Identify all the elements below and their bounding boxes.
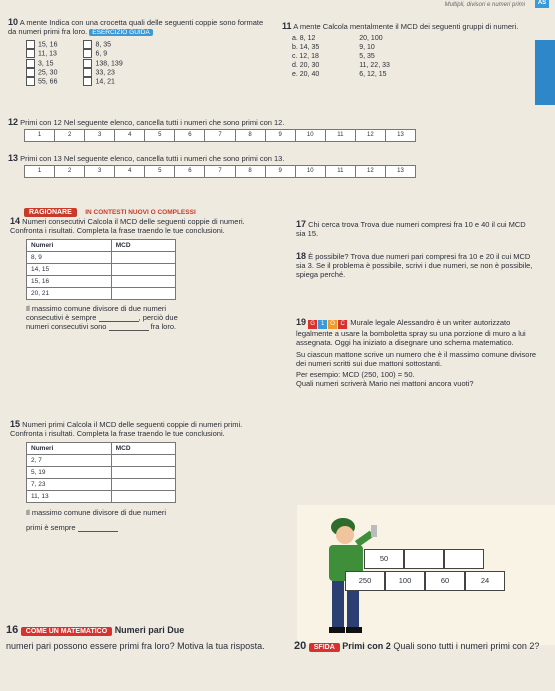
number-cell[interactable]: 10 <box>296 130 326 141</box>
answer-blank[interactable] <box>78 523 118 532</box>
competence-icon: G <box>308 320 317 329</box>
exercise-13 <box>8 154 418 178</box>
number-cell[interactable]: 11 <box>326 166 356 177</box>
brick: 250 <box>345 571 385 591</box>
checkbox[interactable] <box>26 49 35 58</box>
exercise-text: Numeri primi Calcola il MCD delle seguenti coppie di numeri primi. Confronta i risultati. Completa la frase traendo le tue conclusioni. <box>10 420 243 438</box>
number-cell[interactable]: 4 <box>115 130 145 141</box>
running-title: Multipli, divisori e numeri primi <box>444 2 525 8</box>
conclusion-line: numeri consecutivi sono <box>26 322 107 331</box>
checkbox[interactable] <box>26 68 35 77</box>
option-row <box>83 40 122 49</box>
option-label: 25, 30 <box>38 69 58 77</box>
checkbox[interactable] <box>26 40 35 49</box>
exercise-number: 10 <box>8 17 19 27</box>
number-group: d. 20, 30 <box>292 62 320 69</box>
table-row <box>27 252 176 264</box>
checkbox[interactable] <box>83 40 92 49</box>
exercise-15 <box>10 420 260 532</box>
number-strip <box>24 165 416 178</box>
option-row <box>26 49 57 58</box>
groups-right <box>359 34 390 79</box>
brick: 100 <box>385 571 425 591</box>
empty-brick[interactable] <box>444 549 484 569</box>
exercise-number: 18 <box>296 251 307 261</box>
option-row <box>83 49 122 58</box>
section-title: IN CONTESTI NUOVI O COMPLESSI <box>85 209 196 216</box>
table-row <box>27 276 176 288</box>
mcd-answer-cell[interactable] <box>111 288 175 300</box>
checkbox[interactable] <box>83 49 92 58</box>
option-label: 6, 9 <box>95 50 108 58</box>
number-cell[interactable]: 9 <box>266 166 296 177</box>
option-row <box>83 77 122 86</box>
numbers-cell: 11, 13 <box>27 491 112 503</box>
number-cell[interactable]: 5 <box>145 166 175 177</box>
exercise-14 <box>10 217 260 331</box>
number-cell[interactable]: 12 <box>356 130 386 141</box>
exercise-text: Primi con 12 Nel seguente elenco, cancella tutti i numeri che sono primi con 12. <box>20 118 285 127</box>
exercise-number: 17 <box>296 219 307 229</box>
exercise-20 <box>294 640 554 654</box>
exercise-text: A mente Indica con una crocetta quali delle seguenti coppie sono formate da numeri primi fra loro. <box>8 18 264 36</box>
mcd-answer-cell[interactable] <box>111 264 175 276</box>
exercise-tag: COME UN MATEMATICO <box>21 627 112 636</box>
option-row <box>83 59 122 68</box>
number-cell[interactable]: 7 <box>205 130 235 141</box>
conclusion-line: , perciò due <box>138 313 178 322</box>
option-row <box>26 68 57 77</box>
option-row <box>26 77 57 86</box>
exercise-11 <box>282 22 522 79</box>
option-row <box>26 59 57 68</box>
exercise-text: È possibile? Trova due numeri pari compresi fra 10 e 20 il cui MCD sia 3. Se il problema è possibile, scrivi i due numeri, se non è possibile, spiega perché. <box>296 252 533 279</box>
exercise-question: Quali numeri scriverà Mario nei mattoni ancora vuoti? <box>296 379 474 388</box>
table-row <box>27 288 176 300</box>
mcd-answer-cell[interactable] <box>111 467 175 479</box>
mcd-answer-cell[interactable] <box>111 491 175 503</box>
checkbox[interactable] <box>83 77 92 86</box>
numbers-cell: 8, 9 <box>27 252 112 264</box>
number-group: 6, 12, 15 <box>359 71 387 78</box>
table-row <box>27 467 176 479</box>
exercise-text: Quali sono tutti i numeri primi con 2? <box>393 641 540 651</box>
exercise-text: Numeri consecutivi Calcola il MCD delle seguenti coppie di numeri. Confronta i risultati. Completa la frase traendo le tue conclusioni. <box>10 217 245 235</box>
number-cell[interactable]: 4 <box>115 166 145 177</box>
exercise-number: 13 <box>8 153 19 163</box>
exercise-19 <box>296 318 546 388</box>
number-cell[interactable]: 7 <box>205 166 235 177</box>
number-group: c. 12, 18 <box>292 53 319 60</box>
table-row <box>27 264 176 276</box>
table-row <box>27 479 176 491</box>
exercise-title: Numeri pari Due <box>114 625 185 635</box>
number-cell[interactable]: 10 <box>296 166 326 177</box>
answer-blank[interactable] <box>99 313 139 322</box>
checkbox[interactable] <box>26 77 35 86</box>
number-cell[interactable]: 3 <box>85 130 115 141</box>
option-row <box>26 40 57 49</box>
exercise-12 <box>8 118 418 142</box>
side-tab <box>535 40 555 105</box>
mcd-answer-cell[interactable] <box>111 276 175 288</box>
number-cell[interactable]: 13 <box>397 168 404 174</box>
competence-icon: O <box>328 320 337 329</box>
conclusion-line: fra loro. <box>150 322 177 331</box>
options-left <box>26 40 57 87</box>
number-group: 9, 10 <box>359 44 375 51</box>
option-label: 3, 15 <box>38 60 54 68</box>
number-cell[interactable]: 8 <box>236 166 266 177</box>
numbers-cell: 15, 16 <box>27 276 112 288</box>
mcd-table <box>26 442 176 503</box>
checkbox[interactable] <box>26 59 35 68</box>
exercise-number: 15 <box>10 419 21 429</box>
number-cell[interactable]: 8 <box>236 130 266 141</box>
number-group: 20, 100 <box>359 35 383 42</box>
number-cell[interactable]: 3 <box>85 166 115 177</box>
number-group: a. 8, 12 <box>292 35 316 42</box>
option-label: 138, 139 <box>95 60 123 68</box>
numbers-cell: 14, 15 <box>27 264 112 276</box>
number-cell[interactable]: 12 <box>356 166 386 177</box>
option-label: 55, 66 <box>38 78 58 86</box>
option-label: 33, 23 <box>95 69 115 77</box>
brick-wall-illustration <box>297 505 555 645</box>
options-right <box>83 40 122 87</box>
exercise-text: numeri pari possono essere primi fra loro? Motiva la tua risposta. <box>6 641 265 651</box>
option-label: 11, 13 <box>38 50 57 58</box>
empty-brick[interactable] <box>404 549 444 569</box>
exercise-number: 11 <box>282 21 292 31</box>
conclusion-line: consecutivi è sempre <box>26 313 97 322</box>
checkbox[interactable] <box>83 59 92 68</box>
number-group: 11, 22, 33 <box>359 62 390 69</box>
number-group: e. 20, 40 <box>292 71 320 78</box>
exercise-number: 12 <box>8 117 19 127</box>
number-cell[interactable]: 6 <box>175 166 205 177</box>
exercise-number: 20 <box>294 640 307 652</box>
section-tag: RAGIONARE <box>24 208 77 217</box>
exercise-17 <box>296 220 536 238</box>
number-cell[interactable]: 6 <box>175 130 205 141</box>
exercise-number: 16 <box>6 624 19 636</box>
exercise-text: Murale legale Alessandro è un writer autorizzato legalmente a usare la bomboletta spray su una porzione di muro a lui assegnata. Oggi ha iniziato a disegnare uno schema matematico. <box>296 318 526 347</box>
exercise-tag: SFIDA <box>309 643 340 652</box>
exercise-16 <box>6 624 286 652</box>
mcd-answer-cell[interactable] <box>111 455 175 467</box>
option-row <box>83 68 122 77</box>
mcd-answer-cell[interactable] <box>111 479 175 491</box>
option-label: 8, 35 <box>95 41 112 49</box>
col-header-mcd: MCD <box>111 443 175 455</box>
numbers-cell: 7, 23 <box>27 479 112 491</box>
groups-left <box>292 34 319 79</box>
exercise-number: 14 <box>10 216 21 226</box>
exercise-text: Chi cerca trova Trova due numeri compresi fra 10 e 40 il cui MCD sia 15. <box>296 220 526 238</box>
exercise-number: 19 <box>296 317 307 327</box>
number-group: b. 14, 35 <box>292 44 320 51</box>
number-cell[interactable]: 11 <box>326 130 356 141</box>
table-row <box>27 491 176 503</box>
number-cell[interactable]: 1 <box>25 130 55 141</box>
number-cell[interactable]: 5 <box>145 130 175 141</box>
number-cell[interactable]: 2 <box>55 166 85 177</box>
number-cell[interactable]: 2 <box>55 130 85 141</box>
numbers-cell: 2, 7 <box>27 455 112 467</box>
exercise-text: Primi con 13 Nel seguente elenco, cancella tutti i numeri che sono primi con 13. <box>20 154 285 163</box>
competence-icons <box>308 318 348 327</box>
exercise-example: Per esempio: MCD (250, 100) = 50. <box>296 370 415 379</box>
exercise-text: A mente Calcola mentalmente il MCD dei seguenti gruppi di numeri. <box>293 22 519 31</box>
option-label: 15, 16 <box>38 41 58 49</box>
conclusion-line: Il massimo comune divisore di due numeri <box>26 508 167 517</box>
number-cell[interactable]: 9 <box>266 130 296 141</box>
exercise-text-2: Su ciascun mattone scrive un numero che è il massimo comune divisore dei numeri scritti sui due mattoni sottostanti. <box>296 350 537 368</box>
exercise-10 <box>8 18 268 87</box>
page-badge: AS <box>535 0 549 8</box>
col-header-mcd: MCD <box>111 240 175 252</box>
checkbox[interactable] <box>83 68 92 77</box>
number-cell[interactable]: 13 <box>397 132 404 138</box>
conclusion-line: primi è sempre <box>26 523 76 532</box>
number-group: 5, 35 <box>359 53 375 60</box>
competence-icon: 1 <box>318 320 327 329</box>
numbers-cell: 20, 21 <box>27 288 112 300</box>
col-header-numbers: Numeri <box>27 240 112 252</box>
competence-icon: C <box>338 320 347 329</box>
numbers-cell: 5, 19 <box>27 467 112 479</box>
answer-blank[interactable] <box>109 322 149 331</box>
number-strip <box>24 129 416 142</box>
mcd-table <box>26 239 176 300</box>
col-header-numbers: Numeri <box>27 443 112 455</box>
exercise-18 <box>296 252 536 279</box>
table-row <box>27 455 176 467</box>
mcd-answer-cell[interactable] <box>111 252 175 264</box>
conclusion-line: Il massimo comune divisore di due numeri <box>26 304 167 313</box>
brick: 50 <box>364 549 404 569</box>
guide-pill: ESERCIZIO GUIDA <box>89 29 152 36</box>
option-label: 14, 21 <box>95 78 115 86</box>
brick: 24 <box>465 571 505 591</box>
exercise-title: Primi con 2 <box>342 641 391 651</box>
number-cell[interactable]: 1 <box>25 166 55 177</box>
brick: 60 <box>425 571 465 591</box>
